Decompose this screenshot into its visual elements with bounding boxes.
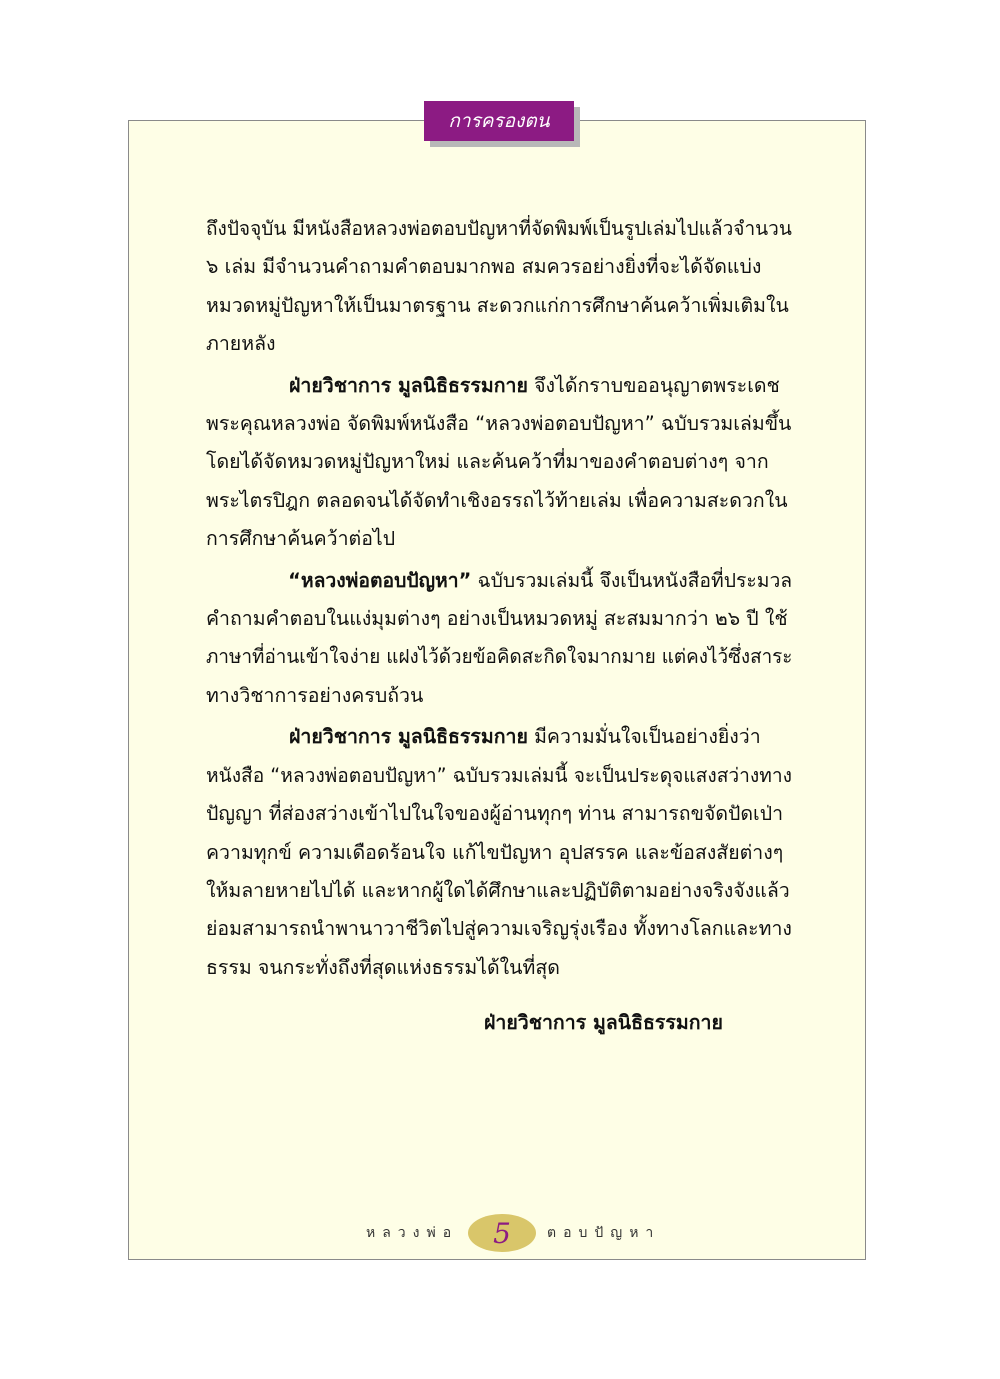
paragraph-lead: ฝ่ายวิชาการ มูลนิธิธรรมกาย bbox=[289, 373, 528, 397]
body-text bbox=[206, 210, 792, 990]
paragraph-first-rest: จึงได้กราบขออนุญาตพระเดช bbox=[527, 373, 780, 397]
text-line: ๖ เล่ม มีจำนวนคำถามคำตอบมากพอ สมควรอย่างยิ่งที่จะได้จัดแบ่ง bbox=[206, 255, 762, 279]
footer-left-text: หลวงพ่อ bbox=[366, 1225, 459, 1241]
text-line: ถึงปัจจุบัน มีหนังสือหลวงพ่อตอบปัญหาที่จัดพิมพ์เป็นรูปเล่มไปแล้วจำนวน bbox=[206, 217, 792, 240]
paragraph-first-rest: ฉบับรวมเล่มนี้ จึงเป็นหนังสือที่ประมวล bbox=[471, 568, 793, 592]
text-line: ทางวิชาการอย่างครบถ้วน bbox=[206, 683, 424, 707]
text-line: หนังสือ “หลวงพ่อตอบปัญหา” ฉบับรวมเล่มนี้ จะเป็นประดุจแสงสว่างทาง bbox=[206, 763, 792, 787]
paragraph-4 bbox=[206, 718, 792, 987]
text-line: พระคุณหลวงพ่อ จัดพิมพ์หนังสือ “หลวงพ่อตอบปัญหา” ฉบับรวมเล่มขึ้น bbox=[206, 412, 792, 436]
text-line: หมวดหมู่ปัญหาให้เป็นมาตรฐาน สะดวกแก่การศึกษาค้นคว้าเพิ่มเติมใน bbox=[206, 293, 789, 317]
text-line: ปัญญา ที่ส่องสว่างเข้าไปในใจของผู้อ่านทุกๆ ท่าน สามารถขจัดปัดเป่า bbox=[206, 802, 784, 826]
footer-right-text: ตอบปัญหา bbox=[547, 1225, 661, 1241]
page-number: 5 bbox=[493, 1216, 511, 1250]
paragraph-2 bbox=[206, 367, 792, 559]
paragraph-3 bbox=[206, 562, 792, 716]
text-line bbox=[206, 562, 793, 600]
text-line: ภาษาที่อ่านเข้าใจง่าย แฝงไว้ด้วยข้อคิดสะกิดใจมากมาย แต่คงไว้ซึ่งสาระ bbox=[206, 645, 793, 669]
page-number-badge bbox=[468, 1214, 536, 1252]
paragraph-first-rest: มีความมั่นใจเป็นอย่างยิ่งว่า bbox=[527, 725, 761, 749]
paragraph-1 bbox=[206, 210, 792, 364]
text-line: ย่อมสามารถนำพานาวาชีวิตไปสู่ความเจริญรุ่งเรือง ทั้งทางโลกและทาง bbox=[206, 917, 792, 941]
section-header-tab bbox=[424, 101, 574, 141]
text-line: ความทุกข์ ความเดือดร้อนใจ แก้ไขปัญหา อุปสรรค และข้อสงสัยต่างๆ bbox=[206, 840, 784, 864]
text-line: คำถามคำตอบในแง่มุมต่างๆ อย่างเป็นหมวดหมู่ สะสมมากว่า ๒๖ ปี ใช้ bbox=[206, 607, 788, 631]
text-line: ภายหลัง bbox=[206, 332, 276, 356]
text-line: ธรรม จนกระทั่งถึงที่สุดแห่งธรรมได้ในที่สุด bbox=[206, 955, 560, 979]
signature: ฝ่ายวิชาการ มูลนิธิธรรมกาย bbox=[484, 1011, 723, 1034]
text-line bbox=[206, 367, 792, 405]
text-line: โดยได้จัดหมวดหมู่ปัญหาใหม่ และค้นคว้าที่มาของคำตอบต่างๆ จาก bbox=[206, 450, 769, 474]
paragraph-lead: “หลวงพ่อตอบปัญหา” bbox=[288, 568, 472, 592]
text-line bbox=[206, 718, 792, 756]
paragraph-lead: ฝ่ายวิชาการ มูลนิธิธรรมกาย bbox=[289, 725, 528, 749]
text-line: ให้มลายหายไปได้ และหากผู้ใดได้ศึกษาและปฏิบัติตามอย่างจริงจังแล้ว bbox=[206, 878, 790, 902]
section-title: การครองตน bbox=[448, 110, 550, 132]
text-line: การศึกษาค้นคว้าต่อไป bbox=[206, 527, 396, 551]
text-line: พระไตรปิฎก ตลอดจนได้จัดทำเชิงอรรถไว้ท้ายเล่ม เพื่อความสะดวกใน bbox=[206, 488, 788, 512]
